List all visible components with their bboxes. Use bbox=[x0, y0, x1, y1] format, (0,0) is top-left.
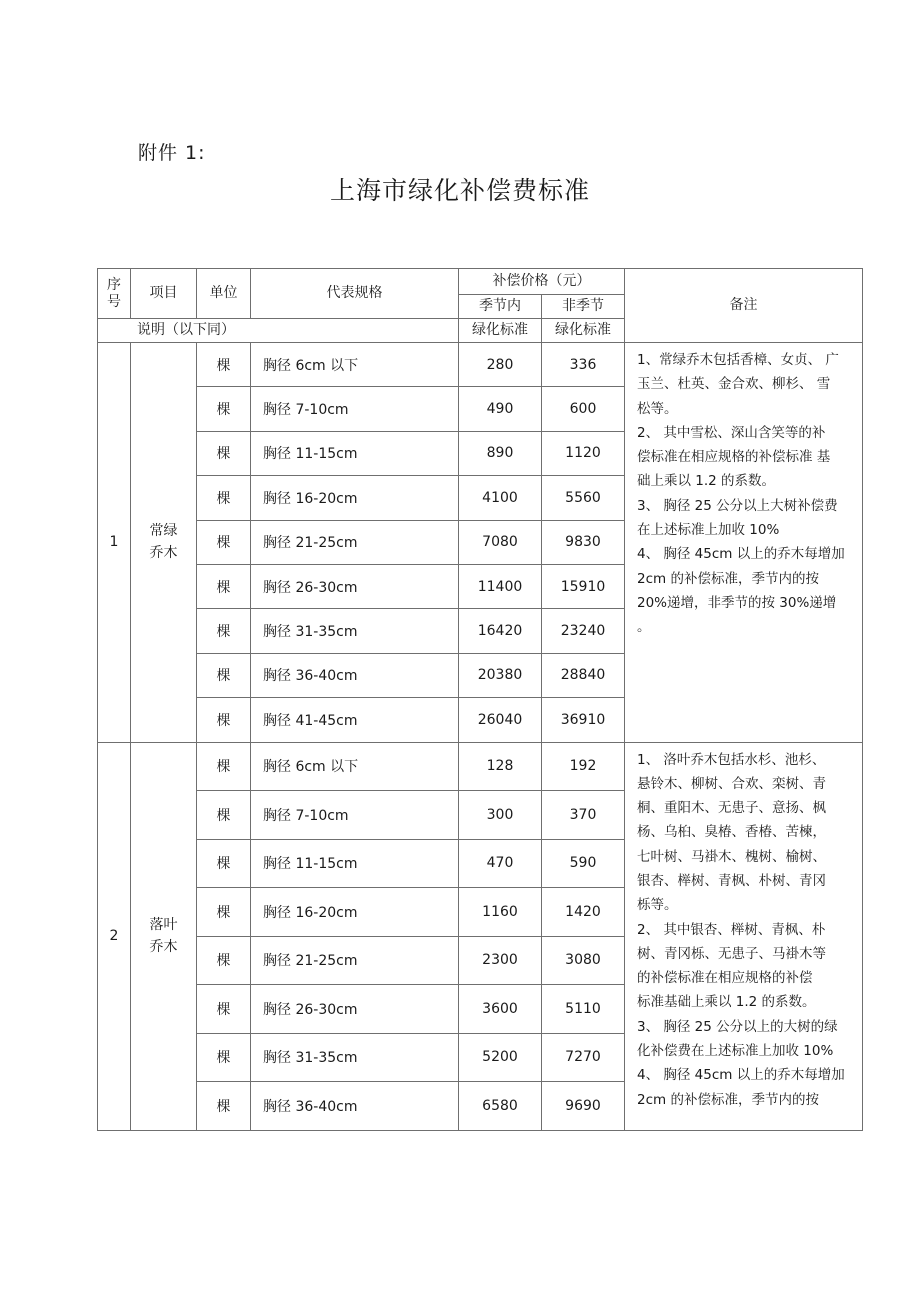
spec-cell: 胸径 16-20cm bbox=[251, 888, 459, 937]
price-off-season: 28840 bbox=[542, 653, 625, 697]
group-seq: 1 bbox=[98, 343, 131, 743]
header-seq bbox=[98, 269, 131, 319]
unit-cell: 棵 bbox=[197, 431, 251, 475]
unit-cell: 棵 bbox=[197, 791, 251, 840]
spec-cell: 胸径 31-35cm bbox=[251, 1033, 459, 1082]
price-off-season: 5560 bbox=[542, 476, 625, 520]
header-seq-line1: 序 bbox=[107, 276, 121, 293]
price-in-season: 26040 bbox=[459, 698, 542, 742]
remark-line: 1、 洛叶乔木包括水杉、池杉、 bbox=[637, 751, 826, 768]
header-spec: 代表规格 bbox=[251, 269, 459, 319]
remark-line: 七叶树、马褂木、槐树、榆树、 bbox=[637, 848, 826, 865]
remark-line: 银杏、榉树、青枫、朴树、青冈 bbox=[637, 873, 826, 889]
price-in-season: 128 bbox=[459, 742, 542, 791]
price-off-season: 590 bbox=[542, 839, 625, 888]
price-off-season: 15910 bbox=[542, 564, 625, 608]
spec-cell: 胸径 11-15cm bbox=[251, 431, 459, 475]
table-row bbox=[98, 343, 863, 387]
price-in-season: 6580 bbox=[459, 1082, 542, 1131]
remark-line: 2、 其中银杏、榉树、青枫、朴 bbox=[637, 921, 826, 938]
price-in-season: 7080 bbox=[459, 520, 542, 564]
group-category bbox=[131, 343, 197, 743]
green-standard-in: 绿化标准 bbox=[459, 319, 542, 343]
spec-cell: 胸径 6cm 以下 bbox=[251, 343, 459, 387]
spec-cell: 胸径 26-30cm bbox=[251, 985, 459, 1034]
remark-line: 在上述标准上加收 10% bbox=[637, 522, 780, 539]
price-off-season: 1420 bbox=[542, 888, 625, 937]
spec-cell: 胸径 7-10cm bbox=[251, 387, 459, 431]
price-in-season: 1160 bbox=[459, 888, 542, 937]
price-in-season: 490 bbox=[459, 387, 542, 431]
price-off-season: 9830 bbox=[542, 520, 625, 564]
price-in-season: 11400 bbox=[459, 564, 542, 608]
remark-line: 3、 胸径 25 公分以上的大树的绿 bbox=[637, 1018, 838, 1035]
price-in-season: 470 bbox=[459, 839, 542, 888]
spec-cell: 胸径 21-25cm bbox=[251, 936, 459, 985]
remark-line: 1、常绿乔木包括香樟、女贞、 广 bbox=[637, 352, 839, 368]
price-off-season: 3080 bbox=[542, 936, 625, 985]
remark-line: 。 bbox=[637, 619, 651, 636]
header-unit: 单位 bbox=[197, 269, 251, 319]
unit-cell: 棵 bbox=[197, 839, 251, 888]
unit-cell: 棵 bbox=[197, 1082, 251, 1131]
remark-line: 杨、乌桕、臭椿、香椿、苦楝， bbox=[637, 824, 826, 841]
remark-line: 标准基础上乘以 1.2 的系数。 bbox=[637, 994, 816, 1011]
unit-cell: 棵 bbox=[197, 476, 251, 520]
spec-cell: 胸径 16-20cm bbox=[251, 476, 459, 520]
remark-line: 础上乘以 1.2 的系数。 bbox=[637, 473, 776, 490]
header-price: 补偿价格（元） bbox=[459, 269, 625, 295]
header-remarks: 备注 bbox=[625, 269, 863, 343]
spec-cell: 胸径 41-45cm bbox=[251, 698, 459, 742]
unit-cell: 棵 bbox=[197, 985, 251, 1034]
unit-cell: 棵 bbox=[197, 564, 251, 608]
group-category-line: 乔木 bbox=[149, 545, 178, 562]
price-off-season: 36910 bbox=[542, 698, 625, 742]
green-standard-off: 绿化标准 bbox=[542, 319, 625, 343]
header-in-season: 季节内 bbox=[459, 295, 542, 319]
remarks-cell bbox=[625, 742, 863, 1130]
unit-cell: 棵 bbox=[197, 888, 251, 937]
spec-cell: 胸径 11-15cm bbox=[251, 839, 459, 888]
remark-line: 4、 胸径 45cm 以上的乔木每增加 bbox=[637, 1067, 845, 1084]
price-off-season: 192 bbox=[542, 742, 625, 791]
remark-line: 松等。 bbox=[637, 400, 678, 417]
remark-line: 栎等。 bbox=[637, 897, 678, 914]
spec-cell: 胸径 6cm 以下 bbox=[251, 742, 459, 791]
price-in-season: 20380 bbox=[459, 653, 542, 697]
remark-line: 3、 胸径 25 公分以上大树补偿费 bbox=[637, 497, 838, 514]
page-title: 上海市绿化补偿费标准 bbox=[329, 176, 590, 205]
price-in-season: 5200 bbox=[459, 1033, 542, 1082]
price-in-season: 4100 bbox=[459, 476, 542, 520]
unit-cell: 棵 bbox=[197, 936, 251, 985]
explain-label: 说明（以下同） bbox=[131, 319, 459, 343]
spec-cell: 胸径 31-35cm bbox=[251, 609, 459, 653]
price-off-season: 9690 bbox=[542, 1082, 625, 1131]
group-category bbox=[131, 742, 197, 1130]
group-seq: 2 bbox=[98, 742, 131, 1130]
price-in-season: 890 bbox=[459, 431, 542, 475]
remark-line: 2cm 的补偿标准，季节内的按 bbox=[637, 1091, 819, 1108]
spec-cell: 胸径 36-40cm bbox=[251, 653, 459, 697]
spec-cell: 胸径 36-40cm bbox=[251, 1082, 459, 1131]
header-off-season: 非季节 bbox=[542, 295, 625, 319]
price-in-season: 3600 bbox=[459, 985, 542, 1034]
remark-line: 化补偿费在上述标准上加收 10% bbox=[637, 1043, 834, 1060]
price-off-season: 336 bbox=[542, 343, 625, 387]
price-off-season: 370 bbox=[542, 791, 625, 840]
remark-line: 偿标准在相应规格的补偿标准 基 bbox=[637, 449, 831, 466]
remark-line: 2cm 的补偿标准，季节内的按 bbox=[637, 570, 819, 587]
unit-cell: 棵 bbox=[197, 343, 251, 387]
explain-blank bbox=[98, 319, 131, 343]
price-in-season: 280 bbox=[459, 343, 542, 387]
remark-line: 20%递增，非季节的按 30%递增 bbox=[637, 594, 837, 611]
unit-cell: 棵 bbox=[197, 520, 251, 564]
header-item: 项目 bbox=[131, 269, 197, 319]
compensation-table bbox=[97, 268, 863, 1131]
spec-cell: 胸径 7-10cm bbox=[251, 791, 459, 840]
price-off-season: 23240 bbox=[542, 609, 625, 653]
price-off-season: 5110 bbox=[542, 985, 625, 1034]
remarks-cell bbox=[625, 343, 863, 743]
remark-line: 的补偿标准在相应规格的补偿 bbox=[637, 970, 813, 987]
price-off-season: 7270 bbox=[542, 1033, 625, 1082]
remark-line: 桐、重阳木、无患子、意扬、枫 bbox=[637, 800, 826, 817]
unit-cell: 棵 bbox=[197, 609, 251, 653]
unit-cell: 棵 bbox=[197, 698, 251, 742]
unit-cell: 棵 bbox=[197, 387, 251, 431]
table-row bbox=[98, 742, 863, 791]
unit-cell: 棵 bbox=[197, 653, 251, 697]
price-off-season: 600 bbox=[542, 387, 625, 431]
price-in-season: 16420 bbox=[459, 609, 542, 653]
group-category-line: 乔木 bbox=[149, 939, 178, 956]
unit-cell: 棵 bbox=[197, 742, 251, 791]
price-in-season: 2300 bbox=[459, 936, 542, 985]
remark-line: 2、 其中雪松、深山含笑等的补 bbox=[637, 424, 826, 441]
remark-line: 4、 胸径 45cm 以上的乔木每增加 bbox=[637, 546, 845, 563]
remark-line: 悬铃木、柳树、合欢、栾树、青 bbox=[637, 775, 826, 792]
group-category-line: 常绿 bbox=[149, 523, 178, 540]
group-category-line: 落叶 bbox=[149, 917, 178, 934]
price-in-season: 300 bbox=[459, 791, 542, 840]
remark-line: 玉兰、杜英、金合欢、柳杉、 雪 bbox=[637, 376, 831, 393]
remark-line: 树、青冈栎、无患子、马褂木等 bbox=[637, 945, 826, 962]
spec-cell: 胸径 21-25cm bbox=[251, 520, 459, 564]
price-off-season: 1120 bbox=[542, 431, 625, 475]
attachment-label: 附件 1: bbox=[138, 142, 206, 164]
spec-cell: 胸径 26-30cm bbox=[251, 564, 459, 608]
header-seq-line2: 号 bbox=[107, 293, 121, 310]
unit-cell: 棵 bbox=[197, 1033, 251, 1082]
